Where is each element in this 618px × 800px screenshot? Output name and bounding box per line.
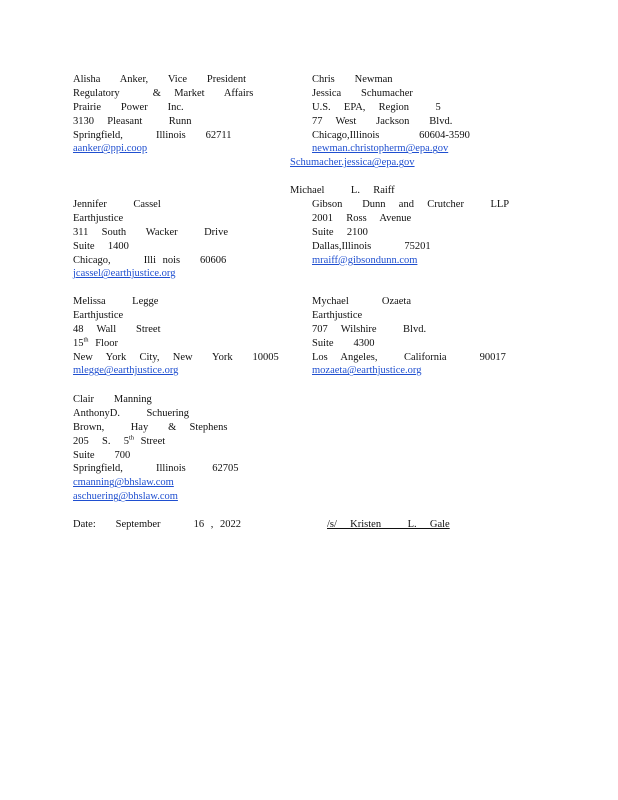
contact-name: Michael L. Raiff [290, 185, 395, 196]
contact-street: 311 South Wacker Drive [73, 226, 229, 238]
contact-title: Regulatory & Market Affairs [73, 87, 254, 99]
contact-newman-email-2-row [290, 156, 455, 170]
contact-suite: Suite 2100 [312, 226, 368, 238]
contact-manning [73, 393, 239, 504]
date-line: Date: September 16 , 2022 [73, 519, 242, 530]
contact-name: Jennifer Cassel [73, 199, 161, 210]
email-link[interactable]: newman.christopherm@epa.gov [312, 143, 449, 155]
email-link-2[interactable]: aschuering@bhslaw.com [73, 491, 178, 503]
contact-street: 48 Wall Street [73, 323, 161, 335]
contact-name: Mychael Ozaeta [312, 296, 412, 307]
email-link[interactable]: aanker@ppi.coop [73, 143, 148, 155]
contact-city: Los Angeles, California 90017 [312, 351, 506, 363]
contact-org: Earthjustice [73, 212, 124, 224]
contact-suite: Suite 1400 [73, 240, 129, 252]
contact-name: Alisha Anker, Vice President [73, 74, 246, 85]
contact-raiff [312, 198, 509, 267]
contact-city: Dallas,Illinois 75201 [312, 240, 431, 252]
contact-city: Springfield, Illinois 62711 [73, 129, 232, 141]
contact-anker [73, 73, 253, 156]
contact-org: Earthjustice [73, 309, 124, 321]
contact-org: Brown, Hay & Stephens [73, 421, 228, 433]
contact-street: 2001 Ross Avenue [312, 212, 412, 224]
contact-suite: Suite 700 [73, 449, 131, 461]
contact-name: Clair Manning [73, 394, 152, 405]
email-link[interactable]: mlegge@earthjustice.org [73, 365, 179, 377]
email-link[interactable]: mozaeta@earthjustice.org [312, 365, 422, 377]
contact-suite: Suite 4300 [312, 337, 375, 349]
contact-street: 205 S. 5th Street [73, 434, 166, 447]
email-link[interactable]: cmanning@bhslaw.com [73, 477, 174, 489]
email-link[interactable]: jcassel@earthjustice.org [73, 268, 176, 280]
date-row [73, 518, 241, 532]
contact-floor: 15th Floor [73, 336, 118, 349]
contact-org: Prairie Power Inc. [73, 101, 184, 113]
contact-org: Earthjustice [312, 309, 363, 321]
contact-name: Chris Newman [312, 74, 393, 85]
contact-cassel [73, 198, 228, 281]
contact-city: Chicago, Illi nois 60606 [73, 254, 227, 266]
contact-city: New York City, New York 10005 [73, 351, 279, 363]
contact-name: Melissa Legge [73, 296, 159, 307]
contact-street: 3130 Pleasant Runn [73, 115, 192, 127]
contact-raiff-name-row [290, 184, 395, 198]
email-link[interactable]: mraiff@gibsondunn.com [312, 254, 418, 266]
contact-city: Springfield, Illinois 62705 [73, 463, 239, 475]
contact-street: 77 West Jackson Blvd. [312, 115, 453, 127]
contact-city: Chicago,Illinois 60604-3590 [312, 129, 470, 141]
contact-ozaeta [312, 295, 506, 378]
contact-legge [73, 295, 279, 378]
contact-newman [312, 73, 470, 156]
contact-org: Gibson Dunn and Crutcher LLP [312, 199, 510, 210]
contact-street: 707 Wilshire Blvd. [312, 323, 427, 335]
contact-name-2: AnthonyD. Schuering [73, 407, 190, 419]
contact-name-2: Jessica Schumacher [312, 87, 413, 99]
signature-row [327, 518, 450, 532]
email-link-2[interactable]: Schumacher.jessica@epa.gov [290, 157, 415, 169]
contact-org: U.S. EPA, Region 5 [312, 101, 441, 113]
signature-line: /s/ Kristen L. Gale [327, 519, 450, 530]
